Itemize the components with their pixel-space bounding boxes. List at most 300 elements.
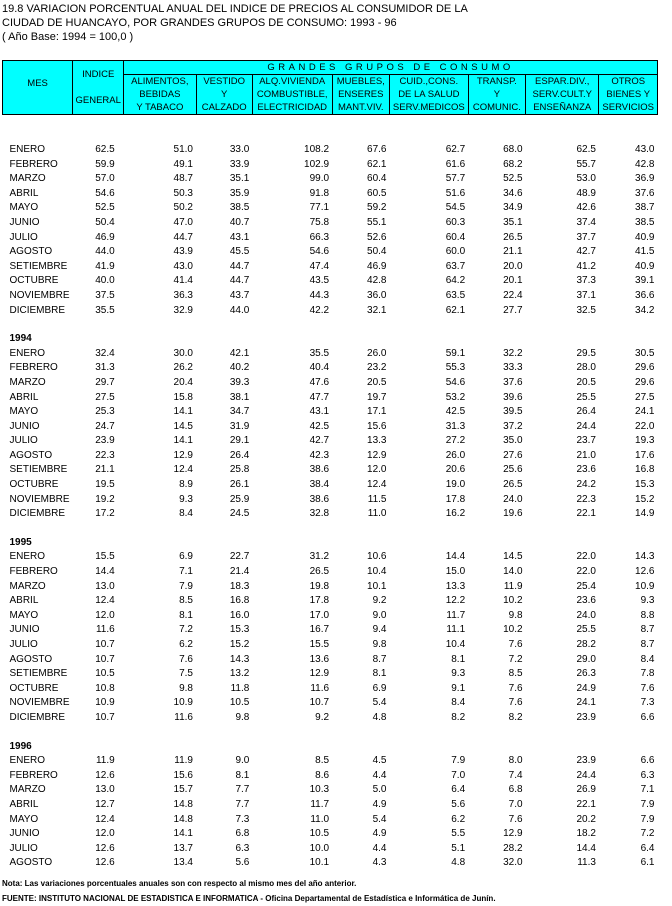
table-row xyxy=(3,696,658,711)
header-col-line: BIENES Y xyxy=(606,89,651,100)
value-cell: 12.9 xyxy=(503,828,523,840)
value-cell: 8.5 xyxy=(315,755,330,767)
value-cell: 4.4 xyxy=(372,769,387,781)
value-cell: 13.2 xyxy=(229,668,250,680)
table-row xyxy=(3,361,658,376)
value-cell: 12.6 xyxy=(95,842,115,854)
value-cell: 7.8 xyxy=(640,668,655,680)
value-cell: 59.2 xyxy=(367,202,387,214)
value-cell: 54.5 xyxy=(445,202,466,214)
value-cell: 39.6 xyxy=(503,391,523,403)
value-cell: 55.7 xyxy=(576,158,596,170)
month-cell: JUNIO xyxy=(9,828,40,840)
value-cell: 7.9 xyxy=(640,813,655,825)
value-cell: 15.8 xyxy=(173,391,193,403)
year-row xyxy=(3,740,658,755)
value-cell: 12.0 xyxy=(95,609,115,621)
value-cell: 44.7 xyxy=(173,231,193,243)
value-cell: 42.8 xyxy=(635,158,655,170)
value-cell: 9.0 xyxy=(372,609,387,621)
value-cell: 10.3 xyxy=(309,784,330,796)
value-cell: 10.9 xyxy=(635,580,655,592)
table-row xyxy=(3,493,658,508)
table-row xyxy=(3,172,658,187)
value-cell: 14.0 xyxy=(503,566,523,578)
value-cell: 8.8 xyxy=(640,609,655,621)
month-cell: JULIO xyxy=(9,435,38,447)
value-cell: 30.5 xyxy=(635,347,655,359)
value-cell: 62.5 xyxy=(576,144,596,155)
value-cell: 32.8 xyxy=(309,508,330,520)
value-cell: 13.3 xyxy=(445,580,466,592)
value-cell: 15.6 xyxy=(173,769,193,781)
value-cell: 31.2 xyxy=(309,551,330,563)
header-col-line: DE LA SALUD xyxy=(398,89,460,100)
value-cell: 14.1 xyxy=(173,435,193,447)
table-row xyxy=(3,201,658,216)
value-cell: 8.9 xyxy=(179,479,193,491)
value-cell: 47.6 xyxy=(309,376,330,388)
table-row xyxy=(3,449,658,464)
month-cell: MAYO xyxy=(9,609,39,621)
table-row xyxy=(3,842,658,857)
header-col-line: ESPAR.DIV., xyxy=(535,76,590,87)
value-cell: 24.2 xyxy=(576,479,596,491)
value-cell: 48.7 xyxy=(173,173,193,185)
value-cell: 66.3 xyxy=(309,231,330,243)
value-cell: 18.3 xyxy=(229,580,250,592)
value-cell: 10.4 xyxy=(445,639,466,650)
value-cell: 22.0 xyxy=(635,420,655,432)
value-cell: 23.7 xyxy=(576,435,596,447)
value-cell: 8.1 xyxy=(451,653,466,665)
value-cell: 9.8 xyxy=(179,682,193,694)
value-cell: 49.1 xyxy=(173,158,193,170)
value-cell: 26.4 xyxy=(229,449,250,461)
value-cell: 47.7 xyxy=(309,391,330,403)
value-cell: 36.3 xyxy=(173,289,193,301)
value-cell: 12.6 xyxy=(95,769,115,781)
value-cell: 6.2 xyxy=(179,639,193,650)
value-cell: 42.7 xyxy=(576,246,596,258)
value-cell: 4.8 xyxy=(451,857,466,869)
value-cell: 29.0 xyxy=(576,653,596,665)
header-col-line: CUID.,CONS. xyxy=(399,76,459,87)
year-label: 1996 xyxy=(9,740,32,752)
value-cell: 31.3 xyxy=(95,362,115,374)
value-cell: 14.5 xyxy=(173,420,193,432)
value-cell: 22.3 xyxy=(576,493,596,505)
value-cell: 7.4 xyxy=(508,769,523,781)
table-row xyxy=(3,682,658,697)
month-cell: MAYO xyxy=(9,406,39,418)
value-cell: 10.2 xyxy=(503,595,523,607)
value-cell: 12.9 xyxy=(309,668,330,680)
value-cell: 47.4 xyxy=(309,260,330,272)
value-cell: 8.1 xyxy=(372,668,387,680)
value-cell: 23.2 xyxy=(367,362,387,374)
value-cell: 10.1 xyxy=(367,580,387,592)
value-cell: 16.0 xyxy=(229,609,250,621)
value-cell: 7.3 xyxy=(235,813,250,825)
value-cell: 9.1 xyxy=(451,682,466,694)
value-cell: 8.0 xyxy=(508,755,523,767)
value-cell: 46.9 xyxy=(95,231,115,243)
value-cell: 50.4 xyxy=(367,246,387,258)
value-cell: 42.5 xyxy=(309,420,330,432)
header-col-line: COMBUSTIBLE, xyxy=(256,89,328,100)
value-cell: 43.0 xyxy=(635,144,655,155)
month-cell: MAYO xyxy=(9,813,39,825)
table-row xyxy=(3,550,658,565)
value-cell: 24.0 xyxy=(576,609,596,621)
value-cell: 14.4 xyxy=(95,566,115,578)
value-cell: 41.2 xyxy=(576,260,596,272)
header-col-line: ALIMENTOS, xyxy=(131,76,189,87)
table-row xyxy=(3,711,658,726)
value-cell: 9.2 xyxy=(372,595,387,607)
value-cell: 19.7 xyxy=(367,391,387,403)
value-cell: 10.9 xyxy=(95,697,115,709)
value-cell: 12.9 xyxy=(367,449,387,461)
value-cell: 7.3 xyxy=(640,697,655,709)
value-cell: 7.6 xyxy=(508,639,523,650)
value-cell: 40.7 xyxy=(229,216,250,228)
value-cell: 29.5 xyxy=(576,347,596,359)
year-label: 1994 xyxy=(9,333,32,345)
value-cell: 14.1 xyxy=(173,828,193,840)
value-cell: 55.3 xyxy=(445,362,466,374)
header-col-8 xyxy=(599,75,658,115)
value-cell: 15.3 xyxy=(635,479,655,491)
value-cell: 13.0 xyxy=(95,580,115,592)
month-cell: OCTUBRE xyxy=(9,479,59,491)
value-cell: 63.7 xyxy=(445,260,466,272)
value-cell: 43.9 xyxy=(173,246,193,258)
value-cell: 25.8 xyxy=(229,464,250,476)
value-cell: 77.1 xyxy=(309,202,330,214)
value-cell: 6.8 xyxy=(235,828,250,840)
value-cell: 54.6 xyxy=(95,187,115,199)
value-cell: 26.5 xyxy=(309,566,330,578)
value-cell: 17.6 xyxy=(635,449,655,461)
value-cell: 39.5 xyxy=(503,406,523,418)
value-cell: 11.6 xyxy=(174,711,193,723)
value-cell: 26.4 xyxy=(576,406,596,418)
month-cell: ABRIL xyxy=(9,595,39,607)
value-cell: 57.0 xyxy=(95,173,115,185)
value-cell: 9.4 xyxy=(372,624,387,636)
value-cell: 13.3 xyxy=(367,435,387,447)
value-cell: 7.9 xyxy=(640,798,655,810)
value-cell: 26.9 xyxy=(576,784,596,796)
value-cell: 32.0 xyxy=(503,857,523,869)
header-col-line: SERV.CULT.Y xyxy=(532,89,592,100)
value-cell: 13.4 xyxy=(173,857,193,869)
value-cell: 24.4 xyxy=(576,420,596,432)
value-cell: 33.3 xyxy=(503,362,523,374)
value-cell: 7.5 xyxy=(179,668,193,680)
value-cell: 10.2 xyxy=(503,624,523,636)
month-cell: OCTUBRE xyxy=(9,275,59,287)
value-cell: 52.5 xyxy=(503,173,523,185)
value-cell: 25.9 xyxy=(229,493,250,505)
value-cell: 6.6 xyxy=(640,755,655,767)
month-cell: ABRIL xyxy=(9,187,39,199)
value-cell: 24.0 xyxy=(503,493,523,505)
value-cell: 34.7 xyxy=(229,406,250,418)
value-cell: 11.1 xyxy=(446,624,466,636)
value-cell: 14.3 xyxy=(229,653,250,665)
value-cell: 67.6 xyxy=(367,144,387,155)
header-col-line: Y xyxy=(493,89,501,100)
table-row xyxy=(3,565,658,580)
value-cell: 53.2 xyxy=(445,391,466,403)
value-cell: 52.6 xyxy=(367,231,387,243)
year-row xyxy=(3,332,658,347)
value-cell: 32.9 xyxy=(173,304,193,316)
value-cell: 26.3 xyxy=(576,668,596,680)
month-cell: SETIEMBRE xyxy=(9,464,68,476)
value-cell: 57.7 xyxy=(445,173,466,185)
value-cell: 42.3 xyxy=(309,449,330,461)
value-cell: 60.3 xyxy=(445,216,466,228)
value-cell: 22.0 xyxy=(576,551,596,563)
value-cell: 27.7 xyxy=(503,304,523,316)
month-cell: MARZO xyxy=(9,376,46,388)
value-cell: 50.3 xyxy=(173,187,193,199)
value-cell: 18.2 xyxy=(576,828,596,840)
value-cell: 5.6 xyxy=(235,857,250,869)
value-cell: 32.1 xyxy=(367,304,387,316)
month-cell: FEBRERO xyxy=(9,362,58,374)
month-cell: AGOSTO xyxy=(9,246,53,258)
table-title xyxy=(2,2,468,44)
month-cell: JUNIO xyxy=(9,624,40,636)
value-cell: 37.7 xyxy=(576,231,596,243)
value-cell: 43.1 xyxy=(309,406,330,418)
value-cell: 38.6 xyxy=(309,464,330,476)
value-cell: 17.2 xyxy=(95,508,115,520)
month-cell: AGOSTO xyxy=(9,449,53,461)
value-cell: 9.3 xyxy=(640,595,655,607)
value-cell: 8.2 xyxy=(508,711,523,723)
value-cell: 51.0 xyxy=(173,144,193,155)
value-cell: 27.5 xyxy=(635,391,655,403)
table-row xyxy=(3,391,658,406)
value-cell: 37.4 xyxy=(576,216,596,228)
month-cell: FEBRERO xyxy=(9,566,58,578)
value-cell: 15.7 xyxy=(173,784,193,796)
value-cell: 7.6 xyxy=(640,682,655,694)
value-cell: 9.3 xyxy=(179,493,193,505)
value-cell: 36.9 xyxy=(635,173,655,185)
header-col-1 xyxy=(124,75,196,115)
value-cell: 8.4 xyxy=(451,697,466,709)
value-cell: 60.5 xyxy=(367,187,387,199)
value-cell: 31.3 xyxy=(445,420,466,432)
value-cell: 12.2 xyxy=(445,595,466,607)
month-cell: MARZO xyxy=(9,784,46,796)
value-cell: 7.1 xyxy=(640,784,655,796)
month-cell: JUNIO xyxy=(9,420,40,432)
value-cell: 10.4 xyxy=(367,566,387,578)
value-cell: 8.4 xyxy=(179,508,193,520)
month-cell: AGOSTO xyxy=(9,857,53,869)
value-cell: 50.4 xyxy=(95,216,115,228)
value-cell: 14.4 xyxy=(576,842,596,854)
month-cell: SETIEMBRE xyxy=(9,668,68,680)
month-cell: ABRIL xyxy=(9,391,39,403)
value-cell: 25.6 xyxy=(503,464,523,476)
value-cell: 36.6 xyxy=(635,289,655,301)
value-cell: 9.8 xyxy=(372,639,387,650)
value-cell: 26.0 xyxy=(445,449,466,461)
value-cell: 29.6 xyxy=(635,376,655,388)
value-cell: 6.8 xyxy=(508,784,523,796)
value-cell: 9.2 xyxy=(315,711,330,723)
value-cell: 6.4 xyxy=(640,842,655,854)
value-cell: 91.8 xyxy=(309,187,330,199)
value-cell: 27.2 xyxy=(445,435,466,447)
value-cell: 62.1 xyxy=(367,158,387,170)
value-cell: 22.4 xyxy=(503,289,523,301)
value-cell: 8.5 xyxy=(179,595,193,607)
value-cell: 35.9 xyxy=(229,187,250,199)
value-cell: 45.5 xyxy=(229,246,250,258)
value-cell: 9.0 xyxy=(235,755,250,767)
value-cell: 7.6 xyxy=(179,653,193,665)
value-cell: 108.2 xyxy=(304,144,330,155)
value-cell: 42.6 xyxy=(576,202,596,214)
table-row xyxy=(3,754,658,769)
value-cell: 30.0 xyxy=(173,347,193,359)
value-cell: 62.5 xyxy=(95,144,115,155)
value-cell: 17.8 xyxy=(445,493,466,505)
value-cell: 40.9 xyxy=(635,231,655,243)
month-cell: MARZO xyxy=(9,173,46,185)
month-cell: ENERO xyxy=(9,347,46,359)
value-cell: 42.5 xyxy=(445,406,466,418)
value-cell: 40.0 xyxy=(95,275,115,287)
value-cell: 7.0 xyxy=(508,798,523,810)
table-row xyxy=(3,667,658,682)
table-row xyxy=(3,609,658,624)
value-cell: 6.3 xyxy=(235,842,250,854)
value-cell: 12.6 xyxy=(635,566,655,578)
value-cell: 28.0 xyxy=(576,362,596,374)
month-cell: NOVIEMBRE xyxy=(9,289,70,301)
value-cell: 7.6 xyxy=(508,813,523,825)
month-cell: JULIO xyxy=(9,639,38,650)
value-cell: 11.6 xyxy=(95,624,115,636)
month-cell: FEBRERO xyxy=(9,158,58,170)
value-cell: 10.5 xyxy=(229,697,250,709)
value-cell: 23.9 xyxy=(95,435,115,447)
value-cell: 6.9 xyxy=(179,551,193,563)
value-cell: 12.4 xyxy=(173,464,193,476)
value-cell: 24.1 xyxy=(576,697,596,709)
month-cell: ENERO xyxy=(9,144,46,155)
value-cell: 7.7 xyxy=(235,798,250,810)
table-header xyxy=(3,61,658,115)
value-cell: 54.6 xyxy=(309,246,330,258)
value-cell: 11.6 xyxy=(310,682,330,694)
table-row xyxy=(3,798,658,813)
value-cell: 34.2 xyxy=(635,304,655,316)
value-cell: 44.0 xyxy=(95,246,115,258)
value-cell: 14.8 xyxy=(173,813,193,825)
value-cell: 26.0 xyxy=(367,347,387,359)
value-cell: 46.9 xyxy=(367,260,387,272)
table-row xyxy=(3,594,658,609)
header-col-line: SERVICIOS xyxy=(602,102,654,113)
value-cell: 37.3 xyxy=(576,275,596,287)
value-cell: 16.7 xyxy=(309,624,330,636)
value-cell: 12.4 xyxy=(367,479,387,491)
header-col-line: TRANSP. xyxy=(476,76,517,87)
value-cell: 13.7 xyxy=(173,842,193,854)
value-cell: 15.5 xyxy=(95,551,115,563)
value-cell: 38.6 xyxy=(309,493,330,505)
value-cell: 35.1 xyxy=(229,173,250,185)
title-line-3: ( Año Base: 1994 = 100,0 ) xyxy=(2,31,134,43)
value-cell: 35.0 xyxy=(503,435,523,447)
value-cell: 20.2 xyxy=(576,813,596,825)
value-cell: 6.2 xyxy=(451,813,466,825)
value-cell: 11.9 xyxy=(174,755,193,767)
value-cell: 22.0 xyxy=(576,566,596,578)
value-cell: 37.1 xyxy=(576,289,596,301)
value-cell: 102.9 xyxy=(304,158,330,170)
header-col-line: OTROS xyxy=(611,76,646,87)
value-cell: 17.1 xyxy=(367,406,387,418)
value-cell: 75.8 xyxy=(309,216,330,228)
value-cell: 37.6 xyxy=(503,376,523,388)
value-cell: 11.3 xyxy=(577,857,596,869)
value-cell: 38.5 xyxy=(635,216,655,228)
value-cell: 24.1 xyxy=(635,406,655,418)
value-cell: 59.9 xyxy=(95,158,115,170)
title-line-2: CIUDAD DE HUANCAYO, POR GRANDES GRUPOS DE CONSUMO: 1993 - 96 xyxy=(2,17,397,29)
value-cell: 4.3 xyxy=(372,857,387,869)
value-cell: 11.8 xyxy=(230,682,250,694)
header-mes: MES xyxy=(3,61,73,115)
table-row xyxy=(3,653,658,668)
value-cell: 54.6 xyxy=(445,376,466,388)
value-cell: 31.9 xyxy=(229,420,250,432)
value-cell: 14.8 xyxy=(173,798,193,810)
value-cell: 5.6 xyxy=(451,798,466,810)
value-cell: 7.6 xyxy=(508,697,523,709)
value-cell: 33.9 xyxy=(229,158,250,170)
value-cell: 19.8 xyxy=(309,580,330,592)
value-cell: 20.4 xyxy=(173,376,193,388)
month-cell: OCTUBRE xyxy=(9,682,59,694)
table-row xyxy=(3,289,658,304)
table-body xyxy=(3,115,658,871)
value-cell: 14.3 xyxy=(635,551,655,563)
value-cell: 10.7 xyxy=(95,639,115,650)
source-note: FUENTE: INSTITUTO NACIONAL DE ESTADISTICA E INFORMATICA - Oficina Departamental de Estadística e Informática de Junín. xyxy=(2,894,496,903)
value-cell: 15.5 xyxy=(309,639,330,650)
header-col-line: VESTIDO xyxy=(203,76,246,87)
table-row xyxy=(3,274,658,289)
value-cell: 43.1 xyxy=(229,231,250,243)
value-cell: 32.5 xyxy=(576,304,596,316)
value-cell: 5.4 xyxy=(372,697,387,709)
value-cell: 29.7 xyxy=(95,376,115,388)
